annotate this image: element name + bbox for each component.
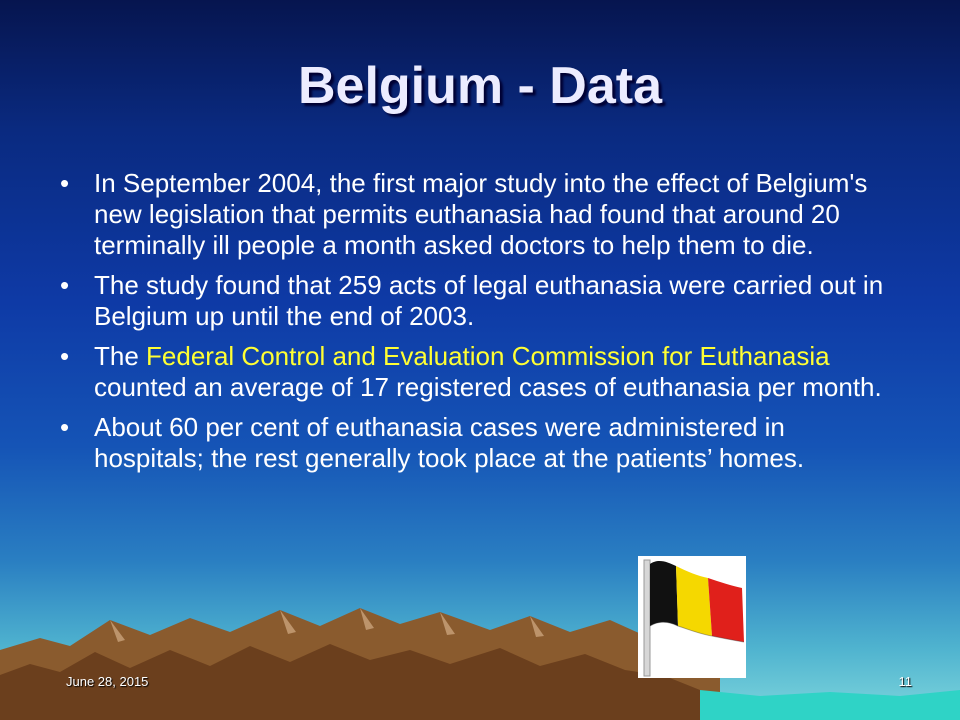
bullet-icon: • — [60, 270, 70, 300]
bullet-text: About 60 per cent of euthanasia cases were administered in hospitals; the rest generally took place at the patients’ homes. — [94, 412, 805, 473]
commission-name-highlight: Federal Control and Evaluation Commission for Euthanasia — [146, 341, 830, 371]
mountain-landscape — [0, 580, 960, 720]
bullet-text: In September 2004, the first major study into the effect of Belgium's new legislation that permits euthanasia had found that around 20 terminally ill people a month asked doctors to help them to die. — [94, 168, 868, 260]
bullet-item — [60, 270, 900, 332]
bullet-text-suffix: counted an average of 17 registered cases of euthanasia per month. — [94, 372, 882, 402]
bullet-item — [60, 412, 900, 474]
shore-water — [700, 690, 960, 720]
bullet-text: The study found that 259 acts of legal euthanasia were carried out in Belgium up until the end of 2003. — [94, 270, 884, 331]
bullet-item — [60, 168, 900, 261]
slide-title: Belgium - Data — [297, 57, 663, 115]
footer-date: June 28, 2015 — [66, 674, 149, 689]
belgium-flag-image — [638, 556, 746, 678]
bullet-text-prefix: The — [94, 341, 147, 371]
bullet-item — [60, 341, 900, 403]
belgium-flag-icon — [638, 556, 746, 678]
bullet-icon: • — [60, 168, 70, 198]
bullet-icon: • — [60, 412, 70, 442]
bullet-icon: • — [60, 341, 70, 371]
bullet-list — [60, 168, 900, 483]
slide-number: 11 — [898, 674, 912, 689]
